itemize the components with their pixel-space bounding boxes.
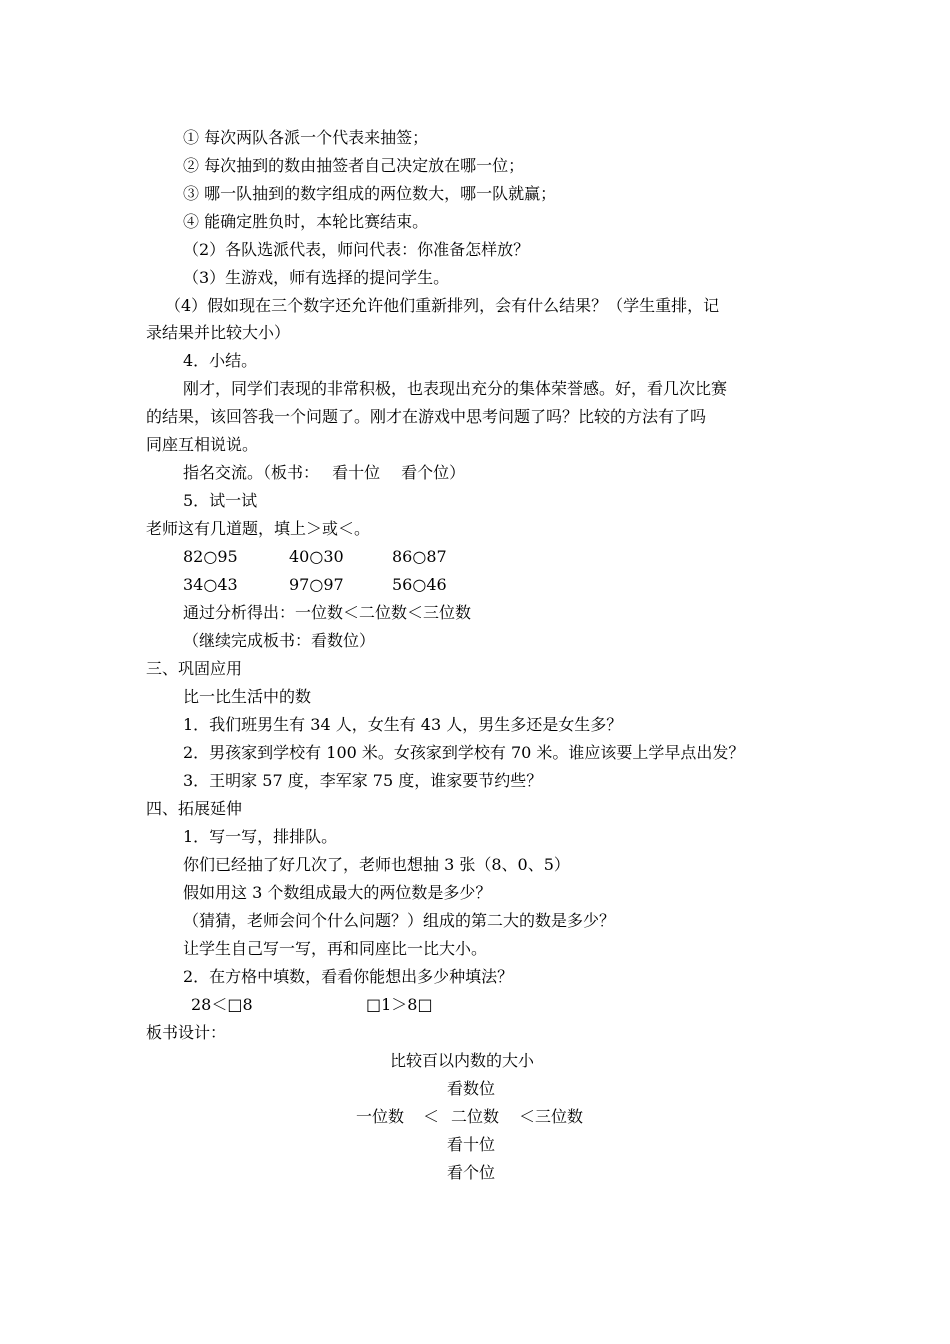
board-row-3: 看十位 bbox=[447, 1135, 496, 1154]
board-row-2-b: 二位数 bbox=[451, 1107, 500, 1126]
extension-1: 1．写一写，排排队。 bbox=[183, 827, 338, 846]
board-row-1: 看数位 bbox=[447, 1079, 496, 1098]
extension-2: 2．在方格中填数，看看你能想出多少种填法？ bbox=[183, 967, 514, 986]
exercise-5: 97○97 bbox=[289, 575, 344, 594]
summary-para-line1: 刚才，同学们表现的非常积极，也表现出充分的集体荣誉感。好，看几次比赛 bbox=[183, 379, 728, 398]
board-title: 比较百以内数的大小 bbox=[390, 1051, 535, 1070]
board-note: 指名交流。（板书： 看十位 看个位） bbox=[183, 463, 466, 482]
section-3-heading: 三、巩固应用 bbox=[146, 659, 243, 678]
exercise-4: 34○43 bbox=[183, 575, 238, 594]
extension-1-text3: （猜猜，老师会问个什么问题？）组成的第二大的数是多少？ bbox=[183, 911, 616, 930]
board-row-4: 看个位 bbox=[447, 1163, 496, 1182]
fill-exercise-1: 28＜□8 bbox=[191, 995, 253, 1014]
extension-1-text2: 假如用这 3 个数组成最大的两位数是多少？ bbox=[183, 883, 492, 902]
rule-1: ① 每次两队各派一个代表来抽签； bbox=[183, 128, 429, 147]
board-row-2-a: 一位数 bbox=[356, 1107, 405, 1126]
question-3: 3．王明家 57 度，李军家 75 度，谁家要节约些？ bbox=[183, 771, 543, 790]
rule-2: ② 每次抽到的数由抽签者自己决定放在哪一位； bbox=[183, 156, 525, 175]
rule-3: ③ 哪一队抽到的数字组成的两位数大，哪一队就赢； bbox=[183, 184, 557, 203]
extension-1-text4: 让学生自己写一写，再和同座比一比大小。 bbox=[183, 939, 488, 958]
section-3-intro: 比一比生活中的数 bbox=[183, 687, 312, 706]
exercise-2: 40○30 bbox=[289, 547, 344, 566]
question-1: 1．我们班男生有 34 人，女生有 43 人，男生多还是女生多？ bbox=[183, 715, 623, 734]
extension-1-text1: 你们已经抽了好几次了，老师也想抽 3 张（8、0、5） bbox=[183, 855, 570, 874]
exercise-6: 56○46 bbox=[392, 575, 447, 594]
step-4-line2: 录结果并比较大小） bbox=[146, 323, 291, 342]
step-3: （3）生游戏，师有选择的提问学生。 bbox=[183, 268, 450, 287]
board-design-heading: 板书设计： bbox=[146, 1023, 227, 1042]
board-row-2-c: ＜三位数 bbox=[519, 1107, 584, 1126]
board-row-2-op: ＜ bbox=[423, 1107, 440, 1126]
section-4-heading: 四、拓展延伸 bbox=[146, 799, 243, 818]
try-instruction: 老师这有几道题，填上＞或＜。 bbox=[146, 519, 371, 538]
exercise-3: 86○87 bbox=[392, 547, 447, 566]
step-2: （2）各队选派代表，师问代表：你准备怎样放？ bbox=[183, 240, 530, 259]
summary-para-line3: 同座互相说说。 bbox=[146, 435, 259, 454]
analysis-result: 通过分析得出：一位数＜二位数＜三位数 bbox=[183, 603, 472, 622]
summary-heading: 4．小结。 bbox=[183, 351, 258, 370]
try-heading: 5．试一试 bbox=[183, 491, 258, 510]
question-2: 2．男孩家到学校有 100 米。女孩家到学校有 70 米。谁应该要上学早点出发？ bbox=[183, 743, 745, 762]
exercise-1: 82○95 bbox=[183, 547, 238, 566]
fill-exercise-2: □1＞8□ bbox=[366, 995, 433, 1014]
summary-para-line2: 的结果，该回答我一个问题了。刚才在游戏中思考问题了吗？比较的方法有了吗 bbox=[146, 407, 707, 426]
rule-4: ④ 能确定胜负时，本轮比赛结束。 bbox=[183, 212, 429, 231]
board-continue: （继续完成板书：看数位） bbox=[183, 631, 376, 650]
step-4-line1: （4）假如现在三个数字还允许他们重新排列，会有什么结果？（学生重排，记 bbox=[165, 296, 720, 315]
